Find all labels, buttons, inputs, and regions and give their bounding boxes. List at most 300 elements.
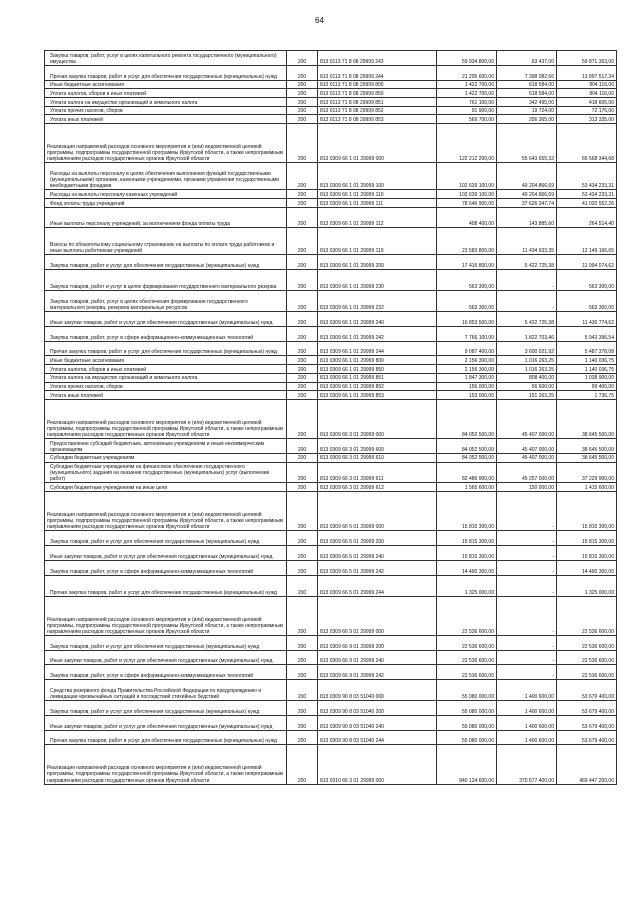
row-code-cell: 200: [287, 163, 318, 190]
row-fact-cell: 45 407 000,00: [497, 453, 557, 462]
table-row: [45, 106, 617, 115]
row-plan-cell: 15 815 300,00: [437, 531, 497, 546]
row-name-cell: Иные бюджетные ассигнования: [45, 356, 287, 365]
row-fact-cell: 1 400 600,00: [497, 730, 557, 745]
table-row: [45, 715, 617, 730]
row-rest-cell: 264 514,40: [557, 207, 617, 228]
row-kbk-cell: 813 0309 66 1 01 29999 110: [318, 190, 437, 199]
row-name-cell: Уплата иных платежей: [45, 391, 287, 400]
row-code-cell: 200: [287, 255, 318, 270]
table-row: [45, 439, 617, 454]
row-rest-cell: 53 679 400,00: [557, 680, 617, 701]
row-code-cell: 200: [287, 483, 318, 492]
row-fact-cell: 7 398 082,66: [497, 65, 557, 80]
row-code-cell: 200: [287, 715, 318, 730]
row-kbk-cell: 813 0309 66 3 01 29999 000: [318, 399, 437, 438]
row-kbk-cell: 813 0309 66 1 01 29999 112: [318, 207, 437, 228]
table-row: [45, 745, 617, 784]
row-name-cell: Закупка товаров, работ, услуг в сфере информационно-коммуникационных технологий: [45, 326, 287, 341]
row-name-cell: Реализация направлений расходов основного мероприятия и (или) ведомственной целевой программы, подпрограммы государственной программы Иркутской области, а также непрограммным направлениям расходов государственных органов Иркутской области: [45, 124, 287, 163]
row-name-cell: Закупка товаров, работ и услуг для обеспечения государственных (муниципальных) нужд: [45, 255, 287, 270]
row-rest-cell: 804 116,00: [557, 89, 617, 98]
row-kbk-cell: 813 0309 66 3 01 29999 612: [318, 483, 437, 492]
table-row: [45, 228, 617, 255]
row-plan-cell: 102 639 100,00: [437, 163, 497, 190]
table-row: [45, 326, 617, 341]
row-code-cell: 200: [287, 492, 318, 531]
row-plan-cell: 15 815 300,00: [437, 546, 497, 561]
row-code-cell: 200: [287, 80, 318, 89]
budget-table-body: [45, 51, 617, 785]
row-rest-cell: 59 871 363,00: [557, 51, 617, 66]
row-name-cell: Закупка товаров, работ и услуг в целях формирования государственного материального резерва: [45, 270, 287, 291]
row-code-cell: 200: [287, 596, 318, 635]
table-row: [45, 291, 617, 312]
row-plan-cell: 1 422 700,00: [437, 89, 497, 98]
row-fact-cell: 1 400 600,00: [497, 701, 557, 716]
row-rest-cell: 1 140 036,75: [557, 356, 617, 365]
table-row: [45, 531, 617, 546]
row-fact-cell: 150 000,00: [497, 483, 557, 492]
row-code-cell: 200: [287, 635, 318, 650]
row-kbk-cell: 813 0309 66 1 01 29999 000: [318, 124, 437, 163]
table-row: [45, 546, 617, 561]
row-fact-cell: -: [497, 291, 557, 312]
row-rest-cell: 38 645 500,00: [557, 399, 617, 438]
row-name-cell: Закупка товаров, работ, услуг в целях обеспечения формирования государственного материального резерва, резервов материальных ресурсов: [45, 291, 287, 312]
row-kbk-cell: 813 0309 66 1 01 29999 853: [318, 391, 437, 400]
row-kbk-cell: 813 0113 71 8 08 29999 851: [318, 97, 437, 106]
row-code-cell: 200: [287, 745, 318, 784]
row-name-cell: Предоставление субсидий бюджетным, автономным учреждениям и иным некоммерческим организациям: [45, 439, 287, 454]
row-plan-cell: 55 080 000,00: [437, 680, 497, 701]
row-code-cell: 200: [287, 531, 318, 546]
row-kbk-cell: 813 0309 66 3 01 29999 611: [318, 462, 437, 483]
table-row: [45, 701, 617, 716]
row-plan-cell: 59 934 800,00: [437, 51, 497, 66]
row-plan-cell: 9 087 400,00: [437, 341, 497, 356]
row-fact-cell: 37 626 347,74: [497, 198, 557, 207]
row-rest-cell: 15 815 300,00: [557, 492, 617, 531]
row-plan-cell: 2 156 300,00: [437, 365, 497, 374]
table-row: [45, 462, 617, 483]
row-name-cell: Закупка товаров, работ, услуг в сфере информационно-коммуникационных технологий: [45, 665, 287, 680]
row-kbk-cell: 813 0309 66 5 01 29999 200: [318, 531, 437, 546]
row-plan-cell: 16 853 500,00: [437, 312, 497, 327]
row-rest-cell: 53 679 400,00: [557, 701, 617, 716]
row-rest-cell: 563 300,00: [557, 270, 617, 291]
row-plan-cell: 102 639 100,00: [437, 190, 497, 199]
row-rest-cell: 12 149 166,65: [557, 228, 617, 255]
row-code-cell: 200: [287, 312, 318, 327]
row-code-cell: 200: [287, 382, 318, 391]
row-plan-cell: 14 490 300,00: [437, 560, 497, 575]
row-code-cell: 200: [287, 453, 318, 462]
row-plan-cell: 84 052 500,00: [437, 399, 497, 438]
row-rest-cell: 1 140 036,75: [557, 365, 617, 374]
row-kbk-cell: 813 0309 66 1 01 29999 232: [318, 291, 437, 312]
row-kbk-cell: 813 0309 66 3 01 29999 610: [318, 453, 437, 462]
row-plan-cell: 55 080 000,00: [437, 730, 497, 745]
table-row: [45, 341, 617, 356]
row-code-cell: 200: [287, 270, 318, 291]
row-rest-cell: 22 536 600,00: [557, 665, 617, 680]
row-name-cell: Реализация направлений расходов основного мероприятия и (или) ведомственной целевой программы, подпрограммы государственной программы Иркутской области, а также непрограммным направлениям расходов государственных органов Иркутской области: [45, 399, 287, 438]
row-code-cell: 200: [287, 124, 318, 163]
row-plan-cell: 55 080 000,00: [437, 715, 497, 730]
row-plan-cell: 563 300,00: [437, 270, 497, 291]
row-fact-cell: 1 016 263,25: [497, 365, 557, 374]
row-kbk-cell: 813 0113 71 8 08 29999 852: [318, 106, 437, 115]
row-fact-cell: 256 365,00: [497, 115, 557, 124]
row-plan-cell: 22 536 600,00: [437, 596, 497, 635]
table-row: [45, 255, 617, 270]
table-row: [45, 373, 617, 382]
row-name-cell: Закупка товаров, работ и услуг для обеспечения государственных (муниципальных) нужд: [45, 701, 287, 716]
table-row: [45, 124, 617, 163]
table-row: [45, 399, 617, 438]
row-code-cell: 200: [287, 115, 318, 124]
row-kbk-cell: 813 0309 66 9 01 29999 242: [318, 665, 437, 680]
row-fact-cell: 1 016 263,25: [497, 356, 557, 365]
row-kbk-cell: 813 0309 66 5 01 29999 242: [318, 560, 437, 575]
row-plan-cell: 22 536 600,00: [437, 635, 497, 650]
row-plan-cell: 153 000,00: [437, 391, 497, 400]
row-code-cell: 200: [287, 106, 318, 115]
table-row: [45, 730, 617, 745]
table-row: [45, 665, 617, 680]
row-fact-cell: -: [497, 635, 557, 650]
row-fact-cell: 49 204 866,69: [497, 163, 557, 190]
row-name-cell: Иные бюджетные ассигнования: [45, 80, 287, 89]
row-code-cell: 200: [287, 356, 318, 365]
row-name-cell: Субсидии бюджетным учреждениям на иные цели: [45, 483, 287, 492]
table-row: [45, 453, 617, 462]
row-code-cell: 200: [287, 373, 318, 382]
row-plan-cell: 17 416 800,00: [437, 255, 497, 270]
row-code-cell: 200: [287, 97, 318, 106]
row-plan-cell: 761 100,00: [437, 97, 497, 106]
row-code-cell: 200: [287, 730, 318, 745]
table-row: [45, 492, 617, 531]
row-plan-cell: 1 847 300,00: [437, 373, 497, 382]
table-row: [45, 115, 617, 124]
row-fact-cell: 143 885,60: [497, 207, 557, 228]
row-name-cell: Субсидии бюджетным учреждениям на финансовое обеспечение государственного (муниципального) задания на оказание государственных (муниципальных) услуг (выполнение работ): [45, 462, 287, 483]
table-row: [45, 163, 617, 190]
row-kbk-cell: 813 0309 66 1 01 29999 852: [318, 382, 437, 391]
row-name-cell: Закупка товаров, работ, услуг в сфере информационно-коммуникационных технологий: [45, 560, 287, 575]
row-name-cell: Закупка товаров, работ и услуг для обеспечения государственных (муниципальных) нужд: [45, 531, 287, 546]
table-row: [45, 596, 617, 635]
row-rest-cell: 13 897 517,34: [557, 65, 617, 80]
row-code-cell: 200: [287, 391, 318, 400]
row-code-cell: 200: [287, 546, 318, 561]
row-kbk-cell: 813 0113 71 8 08 29999 800: [318, 80, 437, 89]
row-fact-cell: 1 400 600,00: [497, 715, 557, 730]
row-fact-cell: 1 822 703,46: [497, 326, 557, 341]
table-row: [45, 391, 617, 400]
row-plan-cell: 1 422 700,00: [437, 80, 497, 89]
row-kbk-cell: 813 0113 71 8 08 29999 243: [318, 51, 437, 66]
row-code-cell: 200: [287, 291, 318, 312]
row-name-cell: Прочая закупка товаров, работ и услуг для обеспечения государственных (муниципальных) нужд: [45, 575, 287, 596]
row-code-cell: 200: [287, 65, 318, 80]
row-name-cell: Фонд оплаты труда учреждений: [45, 198, 287, 207]
table-row: [45, 560, 617, 575]
row-name-cell: Реализация направлений расходов основного мероприятия и (или) ведомственной целевой программы, подпрограммы государственной программы Иркутской области, а также непрограммным направлениям расходов государственных органов Иркутской области: [45, 745, 287, 784]
row-name-cell: Расходы на выплаты персоналу в целях обеспечения выполнения функций государственными (муниципальными) органами, казенными учреждениями, органами управления государственными внебюджетными фондами: [45, 163, 287, 190]
row-code-cell: 200: [287, 228, 318, 255]
row-rest-cell: 11 430 774,62: [557, 312, 617, 327]
row-rest-cell: 14 490 300,00: [557, 560, 617, 575]
row-rest-cell: 563 300,00: [557, 291, 617, 312]
row-name-cell: Закупка товаров, работ, услуг в целях капитального ремонта государственного (муниципального) имущества: [45, 51, 287, 66]
row-kbk-cell: 813 0309 66 5 01 29999 240: [318, 546, 437, 561]
row-fact-cell: 49 204 866,69: [497, 190, 557, 199]
row-name-cell: Средства резервного фонда Правительства Российской Федерации по предупреждению и ликвидации чрезвычайных ситуаций и последствий стихийных бедствий: [45, 680, 287, 701]
row-plan-cell: 84 052 500,00: [437, 453, 497, 462]
row-rest-cell: 5 943 396,54: [557, 326, 617, 341]
row-rest-cell: 53 434 233,31: [557, 190, 617, 199]
row-fact-cell: 3 600 021,92: [497, 341, 557, 356]
table-row: [45, 312, 617, 327]
budget-table: [44, 50, 617, 785]
row-name-cell: Реализация направлений расходов основного мероприятия и (или) ведомственной целевой программы, подпрограммы государственной программы Иркутской области, а также непрограммным направлениям расходов государственных органов Иркутской области: [45, 596, 287, 635]
table-row: [45, 97, 617, 106]
row-plan-cell: 15 815 300,00: [437, 492, 497, 531]
row-kbk-cell: 813 0309 66 9 01 29999 200: [318, 635, 437, 650]
table-row: [45, 382, 617, 391]
row-rest-cell: 1 038 900,00: [557, 373, 617, 382]
row-rest-cell: 72 176,00: [557, 106, 617, 115]
row-kbk-cell: 813 0309 90 8 03 51040 244: [318, 730, 437, 745]
row-fact-cell: 63 437,00: [497, 51, 557, 66]
row-code-cell: 200: [287, 462, 318, 483]
row-rest-cell: 22 536 600,00: [557, 650, 617, 665]
row-name-cell: Расходы на выплаты персоналу казенных учреждений: [45, 190, 287, 199]
row-kbk-cell: 813 0309 66 9 01 29999 240: [318, 650, 437, 665]
table-row: [45, 365, 617, 374]
row-name-cell: Уплата прочих налогов, сборов: [45, 382, 287, 391]
row-code-cell: 200: [287, 198, 318, 207]
row-name-cell: Уплата налога на имущество организаций и земельного налога: [45, 373, 287, 382]
row-name-cell: Уплата налога на имущество организаций и земельного налога: [45, 97, 287, 106]
row-kbk-cell: 813 0309 66 1 01 29999 244: [318, 341, 437, 356]
row-name-cell: Иные закупки товаров, работ и услуг для обеспечения государственных (муниципальных) нужд: [45, 546, 287, 561]
page-number: 64: [315, 16, 324, 25]
row-plan-cell: 82 486 900,00: [437, 462, 497, 483]
row-plan-cell: 55 080 000,00: [437, 701, 497, 716]
table-row: [45, 198, 617, 207]
row-code-cell: 200: [287, 650, 318, 665]
row-code-cell: 200: [287, 207, 318, 228]
row-fact-cell: -: [497, 546, 557, 561]
row-rest-cell: 38 645 500,00: [557, 439, 617, 454]
row-code-cell: 200: [287, 365, 318, 374]
row-kbk-cell: 813 0309 66 1 01 29999 100: [318, 163, 437, 190]
row-rest-cell: 313 335,00: [557, 115, 617, 124]
table-row: [45, 80, 617, 89]
row-code-cell: 200: [287, 575, 318, 596]
row-code-cell: 200: [287, 51, 318, 66]
row-kbk-cell: 813 0309 66 1 01 29999 119: [318, 228, 437, 255]
row-kbk-cell: 813 0309 66 9 01 29999 000: [318, 596, 437, 635]
row-kbk-cell: 813 0309 90 8 03 51040 000: [318, 680, 437, 701]
row-rest-cell: 53 679 400,00: [557, 715, 617, 730]
row-rest-cell: 418 605,00: [557, 97, 617, 106]
row-rest-cell: 15 815 300,00: [557, 531, 617, 546]
table-row: [45, 680, 617, 701]
row-fact-cell: 618 584,00: [497, 89, 557, 98]
row-kbk-cell: 813 0310 66 3 01 29999 000: [318, 745, 437, 784]
row-rest-cell: 804 116,00: [557, 80, 617, 89]
row-name-cell: Прочая закупка товаров, работ и услуг для обеспечения государственных (муниципальных) нужд: [45, 341, 287, 356]
row-plan-cell: 91 900,00: [437, 106, 497, 115]
row-fact-cell: 45 407 000,00: [497, 439, 557, 454]
row-fact-cell: 370 677 400,00: [497, 745, 557, 784]
row-name-cell: Реализация направлений расходов основного мероприятия и (или) ведомственной целевой программы, подпрограммы государственной программы Иркутской области, а также непрограммным направлениям расходов государственных органов Иркутской области: [45, 492, 287, 531]
row-kbk-cell: 813 0113 71 8 08 29999 850: [318, 89, 437, 98]
row-rest-cell: 1 415 600,00: [557, 483, 617, 492]
row-fact-cell: 45 407 000,00: [497, 399, 557, 438]
row-fact-cell: 45 257 000,00: [497, 462, 557, 483]
row-plan-cell: 21 295 600,00: [437, 65, 497, 80]
row-rest-cell: 15 815 300,00: [557, 546, 617, 561]
row-kbk-cell: 813 0113 71 8 08 29999 244: [318, 65, 437, 80]
row-fact-cell: -: [497, 531, 557, 546]
row-fact-cell: 342 495,00: [497, 97, 557, 106]
row-code-cell: 200: [287, 89, 318, 98]
row-rest-cell: 53 679 400,00: [557, 730, 617, 745]
row-rest-cell: 1 325 000,00: [557, 575, 617, 596]
row-rest-cell: 66 568 344,68: [557, 124, 617, 163]
row-name-cell: Уплата прочих налогов, сборов: [45, 106, 287, 115]
row-kbk-cell: 813 0113 71 8 08 29999 853: [318, 115, 437, 124]
row-fact-cell: -: [497, 596, 557, 635]
row-code-cell: 200: [287, 701, 318, 716]
row-kbk-cell: 813 0309 66 1 01 29999 200: [318, 255, 437, 270]
row-name-cell: Иные закупки товаров, работ и услуг для обеспечения государственных (муниципальных) нужд: [45, 715, 287, 730]
row-kbk-cell: 813 0309 66 1 01 29999 850: [318, 365, 437, 374]
table-row: [45, 89, 617, 98]
table-row: [45, 650, 617, 665]
table-row: [45, 575, 617, 596]
row-name-cell: Уплата налогов, сборов и иных платежей: [45, 365, 287, 374]
row-plan-cell: 840 124 600,00: [437, 745, 497, 784]
row-code-cell: 200: [287, 665, 318, 680]
table-row: [45, 483, 617, 492]
row-plan-cell: 569 700,00: [437, 115, 497, 124]
row-rest-cell: 38 645 500,00: [557, 453, 617, 462]
row-plan-cell: 22 536 600,00: [437, 650, 497, 665]
row-code-cell: 200: [287, 680, 318, 701]
table-row: [45, 65, 617, 80]
row-rest-cell: 22 536 600,00: [557, 635, 617, 650]
table-row: [45, 207, 617, 228]
row-plan-cell: 2 156 300,00: [437, 356, 497, 365]
row-rest-cell: 22 536 600,00: [557, 596, 617, 635]
row-rest-cell: 1 736,75: [557, 391, 617, 400]
row-name-cell: Уплата иных платежей: [45, 115, 287, 124]
row-kbk-cell: 813 0309 66 1 01 29999 242: [318, 326, 437, 341]
row-fact-cell: 56 600,00: [497, 382, 557, 391]
row-name-cell: Взносы по обязательному социальному страхованию на выплаты по оплате труда работников и иные выплаты работникам учреждений: [45, 228, 287, 255]
row-name-cell: Прочая закупка товаров, работ и услуг для обеспечения государственных (муниципальных) нужд: [45, 730, 287, 745]
row-plan-cell: 563 300,00: [437, 291, 497, 312]
row-kbk-cell: 813 0309 90 8 03 51040 240: [318, 715, 437, 730]
row-fact-cell: 5 422 725,38: [497, 312, 557, 327]
row-plan-cell: 1 565 600,00: [437, 483, 497, 492]
row-code-cell: 200: [287, 341, 318, 356]
row-plan-cell: 22 536 600,00: [437, 665, 497, 680]
row-fact-cell: 5 422 725,38: [497, 255, 557, 270]
row-fact-cell: 151 263,25: [497, 391, 557, 400]
row-plan-cell: 23 583 800,00: [437, 228, 497, 255]
row-code-cell: 200: [287, 560, 318, 575]
row-rest-cell: 11 994 074,62: [557, 255, 617, 270]
row-rest-cell: 37 229 900,00: [557, 462, 617, 483]
row-code-cell: 200: [287, 439, 318, 454]
row-fact-cell: -: [497, 492, 557, 531]
row-fact-cell: 55 643 655,32: [497, 124, 557, 163]
row-plan-cell: 7 766 100,00: [437, 326, 497, 341]
row-fact-cell: -: [497, 650, 557, 665]
row-rest-cell: 5 487 378,08: [557, 341, 617, 356]
row-kbk-cell: 813 0309 66 1 01 29999 240: [318, 312, 437, 327]
row-plan-cell: 78 646 900,00: [437, 198, 497, 207]
row-name-cell: Иные закупки товаров, работ и услуг для обеспечения государственных (муниципальных) нужд: [45, 650, 287, 665]
row-fact-cell: -: [497, 575, 557, 596]
row-name-cell: Иные закупки товаров, работ и услуг для обеспечения государственных (муниципальных) нужд: [45, 312, 287, 327]
row-fact-cell: 1 400 600,00: [497, 680, 557, 701]
row-kbk-cell: 813 0309 66 1 01 29999 230: [318, 270, 437, 291]
table-row: [45, 51, 617, 66]
row-rest-cell: 41 020 552,26: [557, 198, 617, 207]
row-rest-cell: 99 400,00: [557, 382, 617, 391]
row-fact-cell: -: [497, 270, 557, 291]
row-kbk-cell: 813 0309 66 5 01 29999 000: [318, 492, 437, 531]
row-code-cell: 200: [287, 326, 318, 341]
table-row: [45, 270, 617, 291]
table-row: [45, 190, 617, 199]
row-kbk-cell: 813 0309 90 8 03 51040 200: [318, 701, 437, 716]
row-plan-cell: 84 052 500,00: [437, 439, 497, 454]
row-kbk-cell: 813 0309 66 5 01 29999 244: [318, 575, 437, 596]
row-plan-cell: 1 325 000,00: [437, 575, 497, 596]
row-code-cell: 200: [287, 190, 318, 199]
row-rest-cell: 53 434 233,31: [557, 163, 617, 190]
row-fact-cell: 618 584,00: [497, 80, 557, 89]
row-fact-cell: 11 434 633,35: [497, 228, 557, 255]
row-kbk-cell: 813 0309 66 3 01 29999 600: [318, 439, 437, 454]
row-fact-cell: 19 724,00: [497, 106, 557, 115]
row-plan-cell: 408 400,00: [437, 207, 497, 228]
row-fact-cell: -: [497, 665, 557, 680]
row-kbk-cell: 813 0309 66 1 01 29999 851: [318, 373, 437, 382]
row-code-cell: 200: [287, 399, 318, 438]
row-kbk-cell: 813 0309 66 1 01 29999 800: [318, 356, 437, 365]
row-name-cell: Прочая закупка товаров, работ и услуг для обеспечения государственных (муниципальных) нужд: [45, 65, 287, 80]
row-plan-cell: 122 212 200,00: [437, 124, 497, 163]
row-name-cell: Субсидии бюджетным учреждениям: [45, 453, 287, 462]
row-rest-cell: 469 447 200,00: [557, 745, 617, 784]
row-kbk-cell: 813 0309 66 1 01 29999 111: [318, 198, 437, 207]
row-name-cell: Иные выплаты персоналу учреждений, за исключением фонда оплаты труда: [45, 207, 287, 228]
row-plan-cell: 156 000,00: [437, 382, 497, 391]
row-fact-cell: -: [497, 560, 557, 575]
row-fact-cell: 808 400,00: [497, 373, 557, 382]
